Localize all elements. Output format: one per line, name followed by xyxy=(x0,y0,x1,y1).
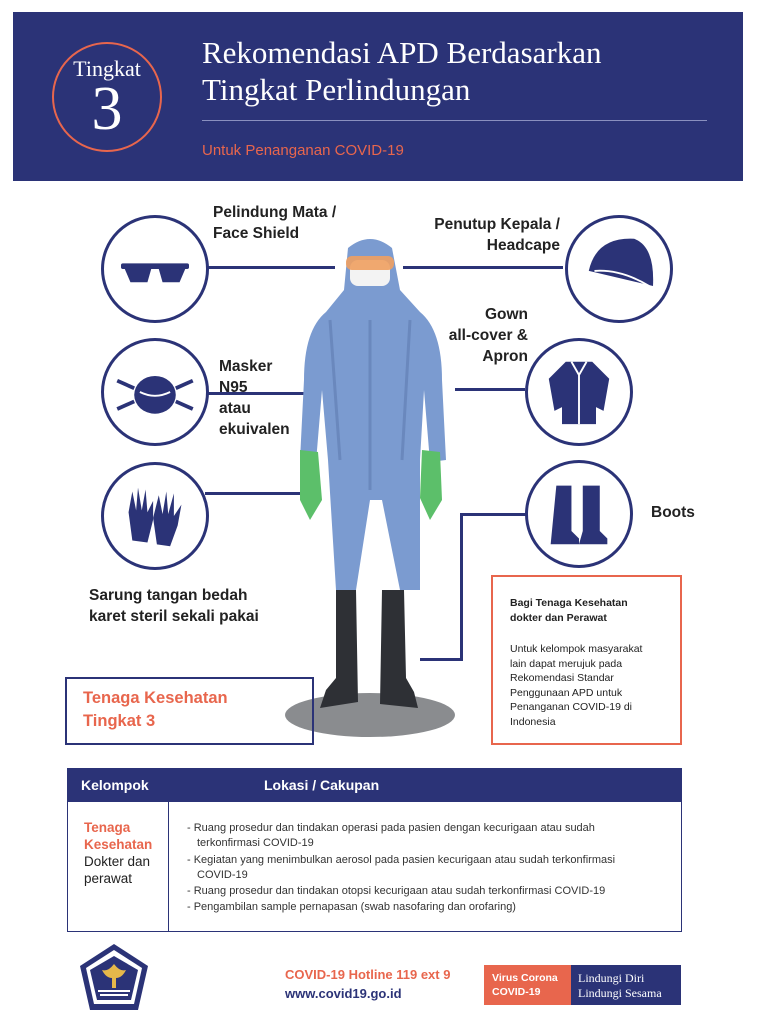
label-mask-line1: Masker xyxy=(219,358,273,375)
table-row-2-line1: - Kegiatan yang menimbulkan aerosol pada pasien kecurigaan atau sudah terkonfirmasi xyxy=(187,854,616,866)
label-gown-line2: all-cover & xyxy=(448,327,528,344)
table-row-1-line1: - Ruang prosedur dan tindakan operasi pada pasien dengan kecurigaan atau sudah xyxy=(187,822,595,834)
virus-corona-badge xyxy=(484,965,571,1005)
label-boots xyxy=(651,502,695,523)
note-body-line4: Penggunaan APD untuk xyxy=(510,686,623,699)
website-link[interactable]: www.covid19.go.id xyxy=(285,986,402,1001)
note-box xyxy=(491,575,682,745)
page-subtitle: Untuk Penanganan COVID-19 xyxy=(202,142,404,159)
label-face-shield-line1: Pelindung Mata / xyxy=(213,204,337,221)
protect-slogan-badge xyxy=(571,965,681,1005)
logo-emblem xyxy=(78,942,150,1014)
gown-circle xyxy=(525,338,633,446)
table-row xyxy=(187,821,595,850)
label-face-shield-line2: Face Shield xyxy=(213,225,300,242)
headcape-circle xyxy=(565,215,673,323)
label-boots-line1: Boots xyxy=(651,504,695,521)
gown-icon xyxy=(528,341,630,443)
label-headcape-line2: Headcape xyxy=(486,237,560,254)
virus-corona-badge-line2: COVID-19 xyxy=(492,986,541,998)
label-gown-line3: Apron xyxy=(482,348,528,365)
tier-badge xyxy=(52,42,162,152)
label-mask xyxy=(219,356,290,440)
label-gown xyxy=(428,304,528,367)
label-headcape-line1: Penutup Kepala / xyxy=(434,216,560,233)
page-title-line1: Rekomendasi APD Berdasarkan xyxy=(202,35,602,70)
table-header-group: Kelompok xyxy=(81,777,149,793)
table-row-4-line1: - Pengambilan sample pernapasan (swab nasofaring dan orofaring) xyxy=(187,901,516,913)
mask-icon xyxy=(104,341,206,443)
table-row-1-line2: terkonfirmasi COVID-19 xyxy=(197,836,314,849)
note-body-line6: Indonesia xyxy=(510,715,556,728)
note-heading-line1: Bagi Tenaga Kesehatan xyxy=(510,597,628,609)
table-group-line2: Kesehatan xyxy=(84,837,153,852)
label-mask-line3: atau xyxy=(219,400,251,417)
label-gown-line1: Gown xyxy=(484,306,528,323)
table-header-location: Lokasi / Cakupan xyxy=(264,777,380,793)
note-body-line3: Rekomendasi Standar xyxy=(510,672,614,684)
hotline-text: COVID-19 Hotline 119 ext 9 xyxy=(285,967,451,982)
table-row xyxy=(187,884,605,899)
gloves-icon xyxy=(104,465,206,567)
table-row-3-line1: - Ruang prosedur dan tindakan otopsi kecurigaan atau sudah terkonfirmasi COVID-19 xyxy=(187,885,606,897)
label-mask-line2: N95 xyxy=(219,379,248,396)
boots-circle xyxy=(525,460,633,568)
face-shield-icon xyxy=(104,218,206,320)
title-divider xyxy=(202,120,707,121)
note-body-line2: lain dapat merujuk pada xyxy=(510,657,623,670)
table-group-line4: perawat xyxy=(84,871,133,886)
health-worker-tier-box xyxy=(65,677,314,745)
note-body-line5: Penanganan COVID-19 di xyxy=(510,701,632,713)
mask-circle xyxy=(101,338,209,446)
label-headcape xyxy=(420,214,560,256)
note-heading xyxy=(510,596,675,625)
health-worker-tier-line1: Tenaga Kesehatan xyxy=(83,689,228,707)
protect-slogan-line2: Lindungi Sesama xyxy=(578,986,662,1000)
table-row xyxy=(187,900,516,915)
face-shield-circle xyxy=(101,215,209,323)
table-group-line3: Dokter dan xyxy=(84,854,151,869)
label-gloves xyxy=(89,585,259,627)
table-row-2-line2: COVID-19 xyxy=(197,868,248,881)
health-worker-tier-line2: Tingkat 3 xyxy=(83,712,156,730)
boots-icon xyxy=(528,463,630,565)
tier-word: Tingkat xyxy=(73,56,141,81)
page-title-line2: Tingkat Perlindungan xyxy=(202,72,471,107)
table-group-line1: Tenaga xyxy=(84,820,131,835)
table-row xyxy=(187,853,615,882)
headcape-icon xyxy=(568,218,670,320)
note-body-line1: Untuk kelompok masyarakat xyxy=(510,643,643,655)
table-column-divider xyxy=(168,802,169,932)
protect-slogan-line1: Lindungi Diri xyxy=(578,971,645,985)
virus-corona-badge-line1: Virus Corona xyxy=(492,972,558,984)
label-mask-line4: ekuivalen xyxy=(219,421,290,438)
note-heading-line2: dokter dan Perawat xyxy=(510,611,607,624)
table-header xyxy=(67,768,682,802)
label-gloves-line2: karet steril sekali pakai xyxy=(89,608,259,625)
gloves-circle xyxy=(101,462,209,570)
label-face-shield xyxy=(213,202,336,244)
label-gloves-line1: Sarung tangan bedah xyxy=(89,587,248,604)
note-body xyxy=(510,642,670,729)
tier-number: 3 xyxy=(91,75,123,143)
